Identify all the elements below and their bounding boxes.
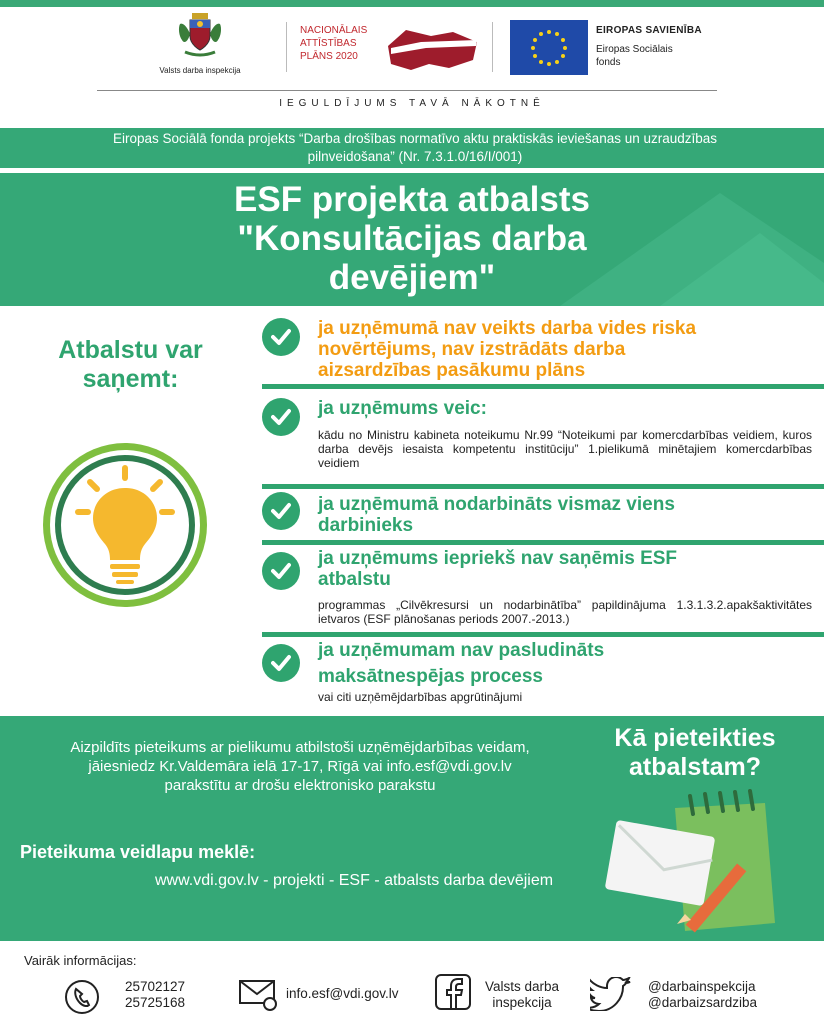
- phone-icon: [64, 979, 100, 1015]
- eu-sub: fonds: [596, 57, 621, 68]
- criterion-title-line: darbinieks: [318, 515, 414, 536]
- twitter-handle[interactable]: @darbainspekcija: [648, 979, 756, 994]
- apply-line: jāiesniedz Kr.Valdemāra ielā 17-17, Rīgā vai info.esf@vdi.gov.lv: [88, 758, 512, 775]
- criterion-title: [318, 638, 604, 690]
- checkmark-icon: [262, 398, 300, 436]
- twitter-icon: [590, 977, 632, 1011]
- criterion-divider: [262, 384, 824, 389]
- eu-logo-text: [596, 24, 702, 69]
- more-info-label: Vairāk informācijas:: [24, 953, 137, 968]
- eu-flag: [510, 20, 588, 75]
- criterion-title-line: novērtējums, nav izstrādāts darba: [318, 339, 626, 360]
- heading-line: saņemt:: [82, 365, 179, 393]
- eu-stars-icon: [510, 20, 588, 75]
- project-intro-band: [0, 128, 824, 168]
- eu-sub: Eiropas Sociālais: [596, 44, 673, 55]
- checkmark-icon: [262, 644, 300, 682]
- how-line: atbalstam?: [629, 753, 761, 781]
- criterion-title-line: ja uzņēmums iepriekš nav saņēmis ESF: [318, 548, 678, 569]
- criterion-detail: kādu no Ministru kabineta noteikumu Nr.99 “Noteikumi par komercdarbības veidiem, kuros darba devējs iesaista kompetentu institūciju” 1.pielikumā minētajiem komercdarbības veidiem: [318, 428, 812, 470]
- header-separator: [492, 22, 493, 72]
- apply-line: parakstītu ar drošu elektronisko parakstu: [164, 777, 436, 794]
- title-band: [0, 173, 824, 306]
- criterion-divider: [262, 484, 824, 489]
- phone-numbers: [125, 979, 185, 1011]
- footer: [0, 947, 824, 1034]
- header-separator: [286, 22, 287, 72]
- apply-band: [0, 716, 824, 941]
- form-path-link[interactable]: www.vdi.gov.lv - projekti - ESF - atbalsts darba devējiem: [155, 872, 554, 889]
- criterion-title: ja uzņēmums veic:: [318, 398, 487, 419]
- title-line: "Konsultācijas darba: [237, 219, 587, 258]
- criterion-title-line: atbalstu: [318, 569, 391, 590]
- criterion-divider: [262, 540, 824, 545]
- facebook-link[interactable]: [485, 979, 559, 1011]
- nap-line: NACIONĀLAIS: [300, 25, 368, 36]
- heading-line: Atbalstu var: [58, 336, 203, 364]
- page-title: [0, 180, 824, 297]
- eu-title: EIROPAS SAVIENĪBA: [596, 25, 702, 36]
- criterion-detail: vai citi uzņēmējdarbības apgrūtinājumi: [318, 690, 523, 704]
- email-link[interactable]: info.esf@vdi.gov.lv: [286, 986, 399, 1001]
- criterion-title-line: ja uzņēmumā nav veikts darba vides riska: [318, 318, 697, 339]
- criterion-title-line: ja uzņēmumam nav pasludināts: [318, 640, 605, 661]
- coat-of-arms-icon: [175, 10, 225, 60]
- twitter-handles: [648, 979, 757, 1011]
- facebook-line: Valsts darba: [485, 979, 560, 994]
- facebook-line: inspekcija: [492, 995, 552, 1010]
- envelope-notepad-icon: [605, 788, 785, 938]
- top-accent-line: [0, 0, 824, 7]
- criterion-divider: [262, 632, 824, 637]
- eligibility-heading: [18, 336, 243, 394]
- checkmark-icon: [262, 492, 300, 530]
- lightbulb-icon: [40, 440, 210, 610]
- criterion-title-line: ja uzņēmumā nodarbināts vismaz viens: [318, 494, 675, 515]
- criterion-title: [318, 318, 696, 381]
- phone-number[interactable]: 25725168: [125, 995, 186, 1010]
- criterion-title: [318, 494, 675, 536]
- criterion-title: [318, 548, 677, 590]
- nap-logo-text: [300, 24, 380, 63]
- title-line: devējiem": [328, 258, 496, 297]
- apply-instructions: [30, 738, 570, 795]
- criterion-title-line: maksātnespējas process: [318, 666, 543, 687]
- header-rule: [97, 90, 717, 91]
- tagline: IEGULDĪJUMS TAVĀ NĀKOTNĒ: [279, 98, 545, 109]
- title-line: ESF projekta atbalsts: [234, 180, 590, 219]
- checkmark-icon: [262, 318, 300, 356]
- facebook-icon: [434, 973, 472, 1011]
- criterion-title-line: aizsardzības pasākumu plāns: [318, 360, 586, 381]
- how-to-apply-heading: [575, 724, 815, 782]
- apply-line: Aizpildīts pieteikums ar pielikumu atbilstoši uzņēmējdarbības veidam,: [70, 739, 530, 756]
- vdi-caption: Valsts darba inspekcija: [159, 66, 241, 75]
- twitter-handle[interactable]: @darbaizsardziba: [648, 995, 758, 1010]
- email-icon: [238, 977, 278, 1011]
- phone-number[interactable]: 25702127: [125, 979, 186, 994]
- checkmark-icon: [262, 552, 300, 590]
- how-line: Kā pieteikties: [614, 724, 776, 752]
- nap-line: ATTĪSTĪBAS: [300, 38, 357, 49]
- nap-line: PLĀNS 2020: [300, 51, 358, 62]
- project-intro: Eiropas Sociālā fonda projekts “Darba drošības normatīvo aktu praktiskās ieviešanas un uzraudzības pilnveidošana” (Nr. 7.3.1.0/16/I/001): [112, 131, 718, 164]
- form-label: Pieteikuma veidlapu meklē:: [20, 842, 256, 862]
- criterion-detail: programmas „Cilvēkresursi un nodarbinātība” papildinājuma 1.3.1.3.2.apakšaktivitātes ietvaros (ESF plānošanas periods 2007.-2013.): [318, 598, 812, 626]
- latvia-map-flag-icon: [385, 24, 480, 72]
- vdi-logo: [150, 10, 250, 80]
